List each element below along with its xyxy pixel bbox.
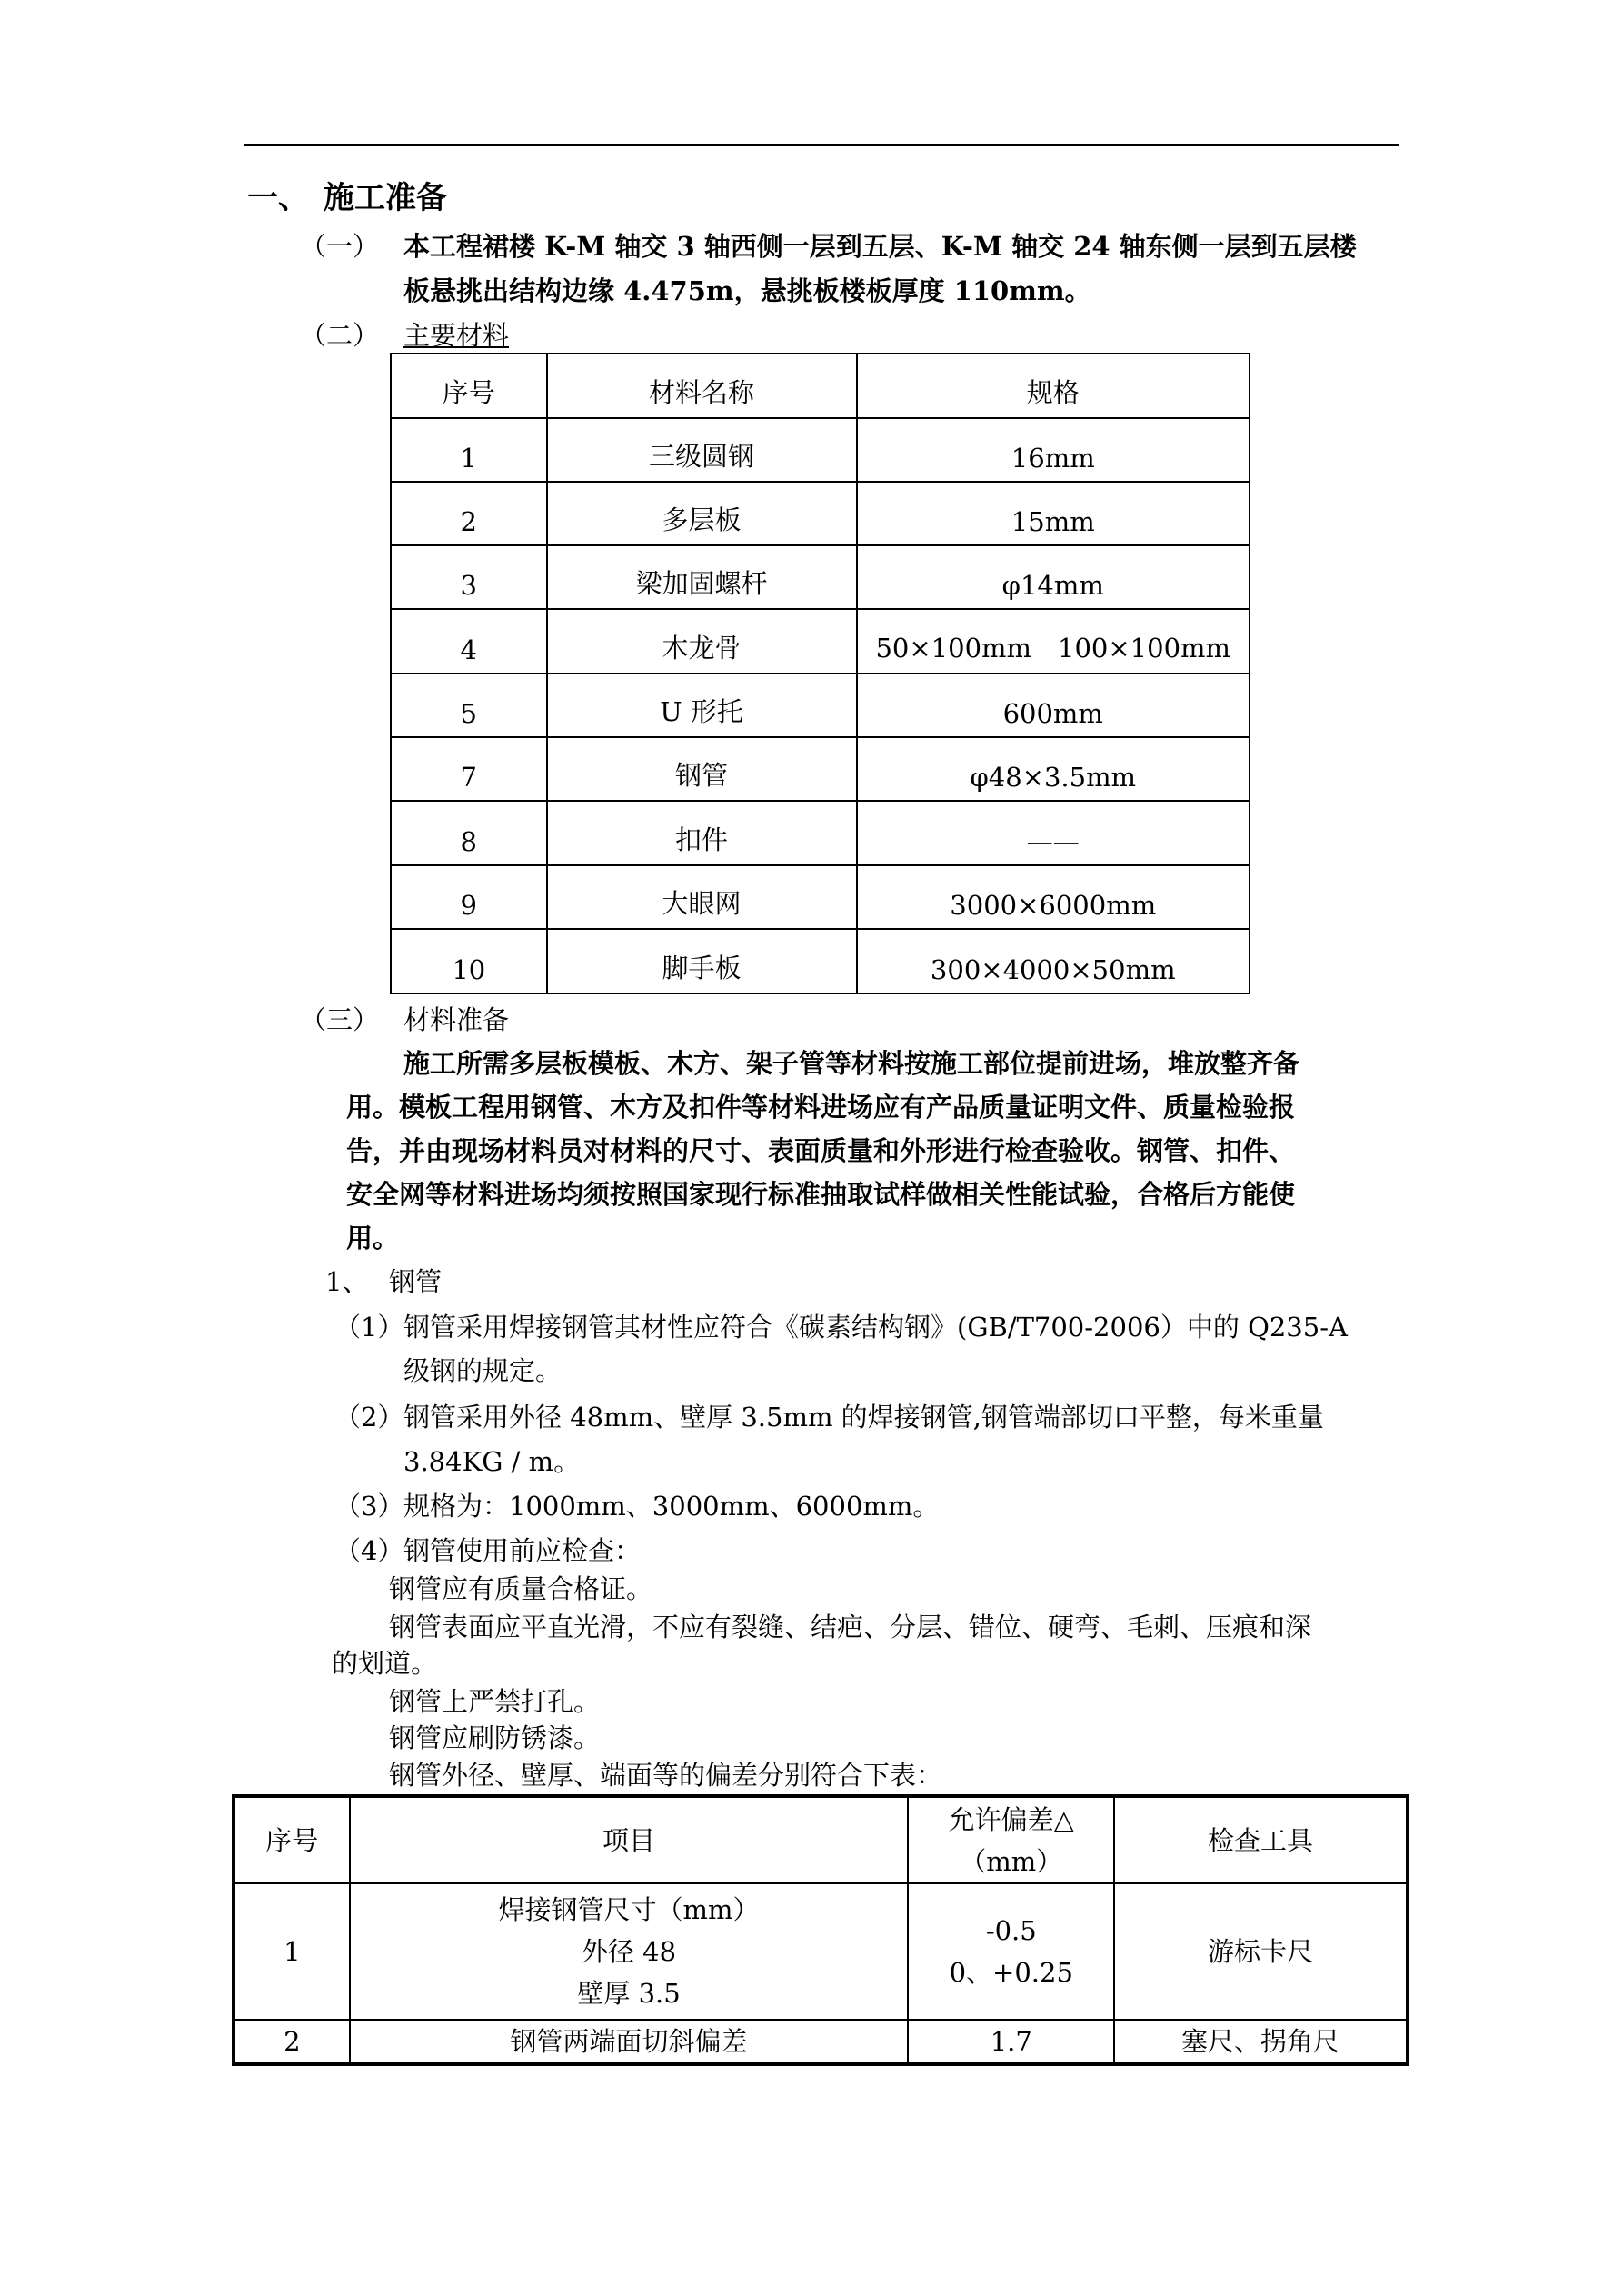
table-cell: 1 — [391, 418, 547, 482]
item2-number: （二） — [300, 320, 380, 351]
pipe-p4-number: （4） — [334, 1535, 404, 1566]
pipe-p1-line1: 钢管采用焊接钢管其材性应符合《碳素结构钢》(GB/T700-2006）中的 Q235-A — [403, 1312, 1348, 1343]
table-row — [391, 801, 1250, 865]
table-cell: 扣件 — [547, 801, 857, 865]
table-cell: 3000×6000mm — [857, 865, 1250, 929]
header-cell: 项目 — [350, 1796, 909, 1883]
item2-title: 主要材料 — [403, 320, 510, 351]
header-cell: 检查工具 — [1114, 1796, 1408, 1883]
table-row — [391, 929, 1250, 993]
table-cell: 50×100mm 100×100mm — [857, 609, 1250, 674]
table-cell: 三级圆钢 — [547, 418, 857, 482]
item1-line2: 板悬挑出结构边缘 4.475m，悬挑板楼板厚度 110mm。 — [403, 275, 1091, 306]
table-cell: 9 — [391, 865, 547, 929]
table-cell: 16mm — [857, 418, 1250, 482]
item3-number: （三） — [300, 1004, 380, 1035]
table-cell — [350, 1883, 909, 2020]
check-item: 钢管表面应平直光滑，不应有裂缝、结疤、分层、错位、硬弯、毛刺、压痕和深 — [389, 1612, 1312, 1642]
table-cell: 木龙骨 — [547, 609, 857, 674]
table-cell: 5 — [391, 674, 547, 737]
cell-line: 外径 48 — [581, 1936, 677, 1967]
pipe-p1-number: （1） — [334, 1312, 404, 1343]
table-cell: 2 — [391, 482, 547, 545]
item3-para-line: 用。 — [346, 1223, 400, 1253]
item3-para-line: 用。模板工程用钢管、木方及扣件等材料进场应有产品质量证明文件、质量检验报 — [346, 1092, 1296, 1123]
section-number: 一、 — [247, 180, 309, 216]
item1-number: （一） — [300, 231, 380, 262]
table-cell: 大眼网 — [547, 865, 857, 929]
table-row — [391, 545, 1250, 609]
table-cell: 15mm — [857, 482, 1250, 545]
section-title: 施工准备 — [324, 180, 447, 216]
pipe-p2-line1: 钢管采用外径 48mm、壁厚 3.5mm 的焊接钢管,钢管端部切口平整，每米重量 — [403, 1402, 1324, 1433]
table-cell: 钢管 — [547, 737, 857, 801]
pipe-title: 钢管 — [389, 1266, 443, 1297]
pipe-p1-line2: 级钢的规定。 — [403, 1355, 563, 1386]
table-cell: 钢管两端面切斜偏差 — [350, 2020, 909, 2064]
table-cell: 600mm — [857, 674, 1250, 737]
item3-para-line: 施工所需多层板模板、木方、架子管等材料按施工部位提前进场，堆放整齐备 — [403, 1048, 1300, 1079]
table-cell: 7 — [391, 737, 547, 801]
header-cell: 序号 — [234, 1796, 350, 1883]
check-item: 钢管上严禁打孔。 — [389, 1686, 601, 1717]
cell-line: 0、+0.25 — [949, 1957, 1073, 1988]
table-cell: φ14mm — [857, 545, 1250, 609]
table-cell: 4 — [391, 609, 547, 674]
table-row — [391, 674, 1250, 737]
table-cell: 2 — [234, 2020, 350, 2064]
check-item: 钢管外径、壁厚、端面等的偏差分别符合下表： — [389, 1760, 943, 1791]
check-item: 钢管应有质量合格证。 — [389, 1573, 653, 1604]
pipe-p2-number: （2） — [334, 1402, 404, 1433]
check-item: 的划道。 — [332, 1648, 438, 1679]
header-cell: 序号 — [391, 354, 547, 418]
table-row — [391, 418, 1250, 482]
materials-table — [390, 353, 1250, 994]
table-cell: 梁加固螺杆 — [547, 545, 857, 609]
cell-line: -0.5 — [985, 1915, 1037, 1946]
table-cell: —— — [857, 801, 1250, 865]
item3-title: 材料准备 — [403, 1004, 510, 1035]
item1-line1: 本工程裙楼 K-M 轴交 3 轴西侧一层到五层、K-M 轴交 24 轴东侧一层到五层楼 — [403, 231, 1357, 262]
header-rule — [244, 144, 1399, 146]
header-cell: 材料名称 — [547, 354, 857, 418]
pipe-p3-line1: 规格为：1000mm、3000mm、6000mm。 — [403, 1491, 940, 1522]
cell-line: 焊接钢管尺寸（mm） — [498, 1894, 760, 1925]
table-row — [391, 482, 1250, 545]
table-cell: 多层板 — [547, 482, 857, 545]
header-cell: 规格 — [857, 354, 1250, 418]
pipe-p3-number: （3） — [334, 1491, 404, 1522]
table-row — [234, 2020, 1408, 2064]
table-row — [391, 865, 1250, 929]
table-cell: 游标卡尺 — [1114, 1883, 1408, 2020]
table-cell: 脚手板 — [547, 929, 857, 993]
pipe-p2-line2: 3.84KG / m。 — [403, 1446, 581, 1477]
header-cell — [908, 1796, 1114, 1883]
table-cell: 8 — [391, 801, 547, 865]
table-header-row — [391, 354, 1250, 418]
header-cell-line: 允许偏差△ — [948, 1803, 1074, 1835]
pipe-p4-line1: 钢管使用前应检查： — [403, 1535, 642, 1566]
table-cell: 10 — [391, 929, 547, 993]
deviation-table — [232, 1794, 1409, 2066]
table-cell: U 形托 — [547, 674, 857, 737]
table-cell: φ48×3.5mm — [857, 737, 1250, 801]
table-row — [234, 1883, 1408, 2020]
table-cell: 1 — [234, 1883, 350, 2020]
pipe-number: 1、 — [325, 1266, 369, 1297]
table-row — [391, 737, 1250, 801]
cell-line: 壁厚 3.5 — [577, 1978, 681, 2009]
table-row — [391, 609, 1250, 674]
item3-para-line: 告，并由现场材料员对材料的尺寸、表面质量和外形进行检查验收。钢管、扣件、 — [346, 1135, 1296, 1166]
table-cell: 塞尺、拐角尺 — [1114, 2020, 1408, 2064]
table-cell: 1.7 — [908, 2020, 1114, 2064]
header-cell-line: （mm） — [960, 1845, 1063, 1877]
table-cell: 3 — [391, 545, 547, 609]
table-cell — [908, 1883, 1114, 2020]
check-item: 钢管应刷防锈漆。 — [389, 1722, 601, 1753]
item3-para-line: 安全网等材料进场均须按照国家现行标准抽取试样做相关性能试验，合格后方能使 — [346, 1179, 1296, 1210]
table-header-row — [234, 1796, 1408, 1883]
table-cell: 300×4000×50mm — [857, 929, 1250, 993]
